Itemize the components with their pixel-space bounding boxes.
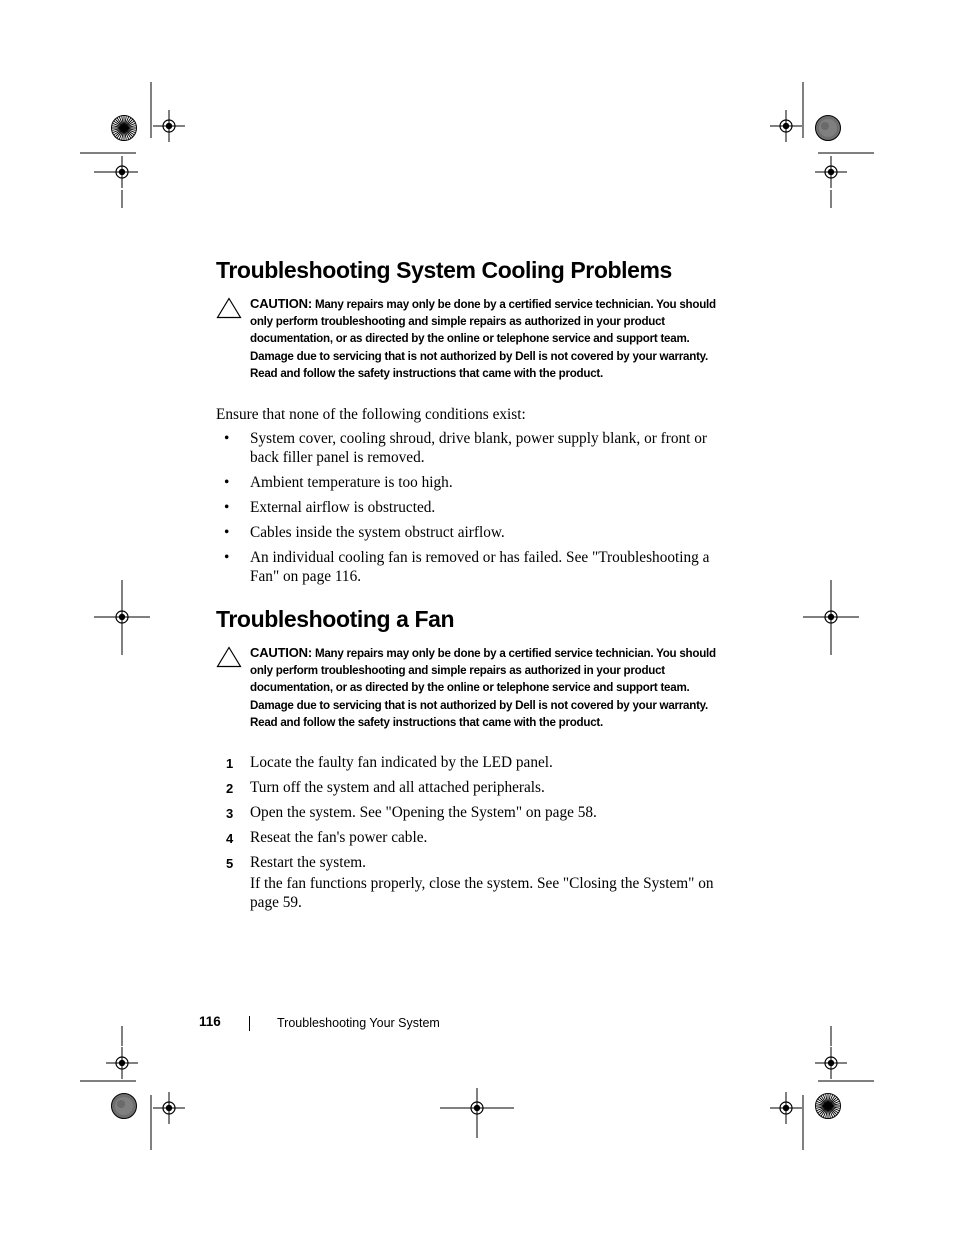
caution-triangle-icon — [216, 646, 242, 668]
conditions-list — [216, 429, 716, 592]
list-item — [216, 498, 716, 517]
step-number: 5 — [226, 856, 234, 871]
list-item — [216, 803, 716, 822]
list-item — [216, 778, 716, 797]
caution-note — [216, 295, 716, 382]
footer-divider — [249, 1016, 250, 1031]
chapter-title: Troubleshooting Your System — [277, 1016, 440, 1030]
step-text: Open the system. See "Opening the System" on page 58. — [250, 804, 597, 821]
list-item — [216, 473, 716, 492]
caution-label: CAUTION: — [250, 645, 312, 660]
step-text: Reseat the fan's power cable. — [250, 829, 428, 846]
list-item — [216, 853, 716, 912]
caution-body: Many repairs may only be done by a certified service technician. You should only perform troubleshooting and simple repairs as authorized in your product documentation, or as directed by the online or telephone service and support team. Damage due to servicing that is not authorized by Dell is not covered by your warranty. Read and follow the safety instructions that came with the product. — [250, 647, 716, 729]
step-text: Locate the faulty fan indicated by the LED panel. — [250, 754, 553, 771]
step-number: 1 — [226, 756, 234, 771]
list-item — [216, 753, 716, 772]
list-item — [216, 523, 716, 542]
step-number: 2 — [226, 781, 234, 796]
list-item — [216, 429, 716, 467]
fan-steps-list — [216, 753, 716, 918]
list-item-text: System cover, cooling shroud, drive blank, power supply blank, or front or back filler panel is removed. — [250, 430, 707, 466]
section-title-cooling: Troubleshooting System Cooling Problems — [216, 257, 672, 283]
bullet-icon: • — [224, 474, 230, 491]
caution-text — [250, 295, 716, 382]
bullet-icon: • — [224, 549, 230, 566]
intro-paragraph: Ensure that none of the following conditions exist: — [216, 406, 526, 423]
caution-text — [250, 644, 716, 731]
page-number: 116 — [199, 1014, 221, 1029]
list-item-text: An individual cooling fan is removed or has failed. See "Troubleshooting a Fan" on page 116. — [250, 549, 710, 585]
list-item — [216, 548, 716, 586]
step-note: If the fan functions properly, close the system. See "Closing the System" on page 59. — [250, 875, 714, 911]
list-item — [216, 828, 716, 847]
bullet-icon: • — [224, 499, 230, 516]
section-title-fan: Troubleshooting a Fan — [216, 606, 455, 632]
step-text: Turn off the system and all attached peripherals. — [250, 779, 545, 796]
list-item-text: Cables inside the system obstruct airflow. — [250, 524, 505, 541]
caution-label: CAUTION: — [250, 296, 312, 311]
list-item-text: External airflow is obstructed. — [250, 499, 436, 516]
caution-body: Many repairs may only be done by a certified service technician. You should only perform troubleshooting and simple repairs as authorized in your product documentation, or as directed by the online or telephone service and support team. Damage due to servicing that is not authorized by Dell is not covered by your warranty. Read and follow the safety instructions that came with the product. — [250, 298, 716, 380]
caution-note — [216, 644, 716, 731]
step-text: Restart the system. — [250, 854, 366, 871]
step-number: 3 — [226, 806, 234, 821]
list-item-text: Ambient temperature is too high. — [250, 474, 453, 491]
caution-triangle-icon — [216, 297, 242, 319]
step-number: 4 — [226, 831, 234, 846]
bullet-icon: • — [224, 524, 230, 541]
bullet-icon: • — [224, 430, 230, 447]
